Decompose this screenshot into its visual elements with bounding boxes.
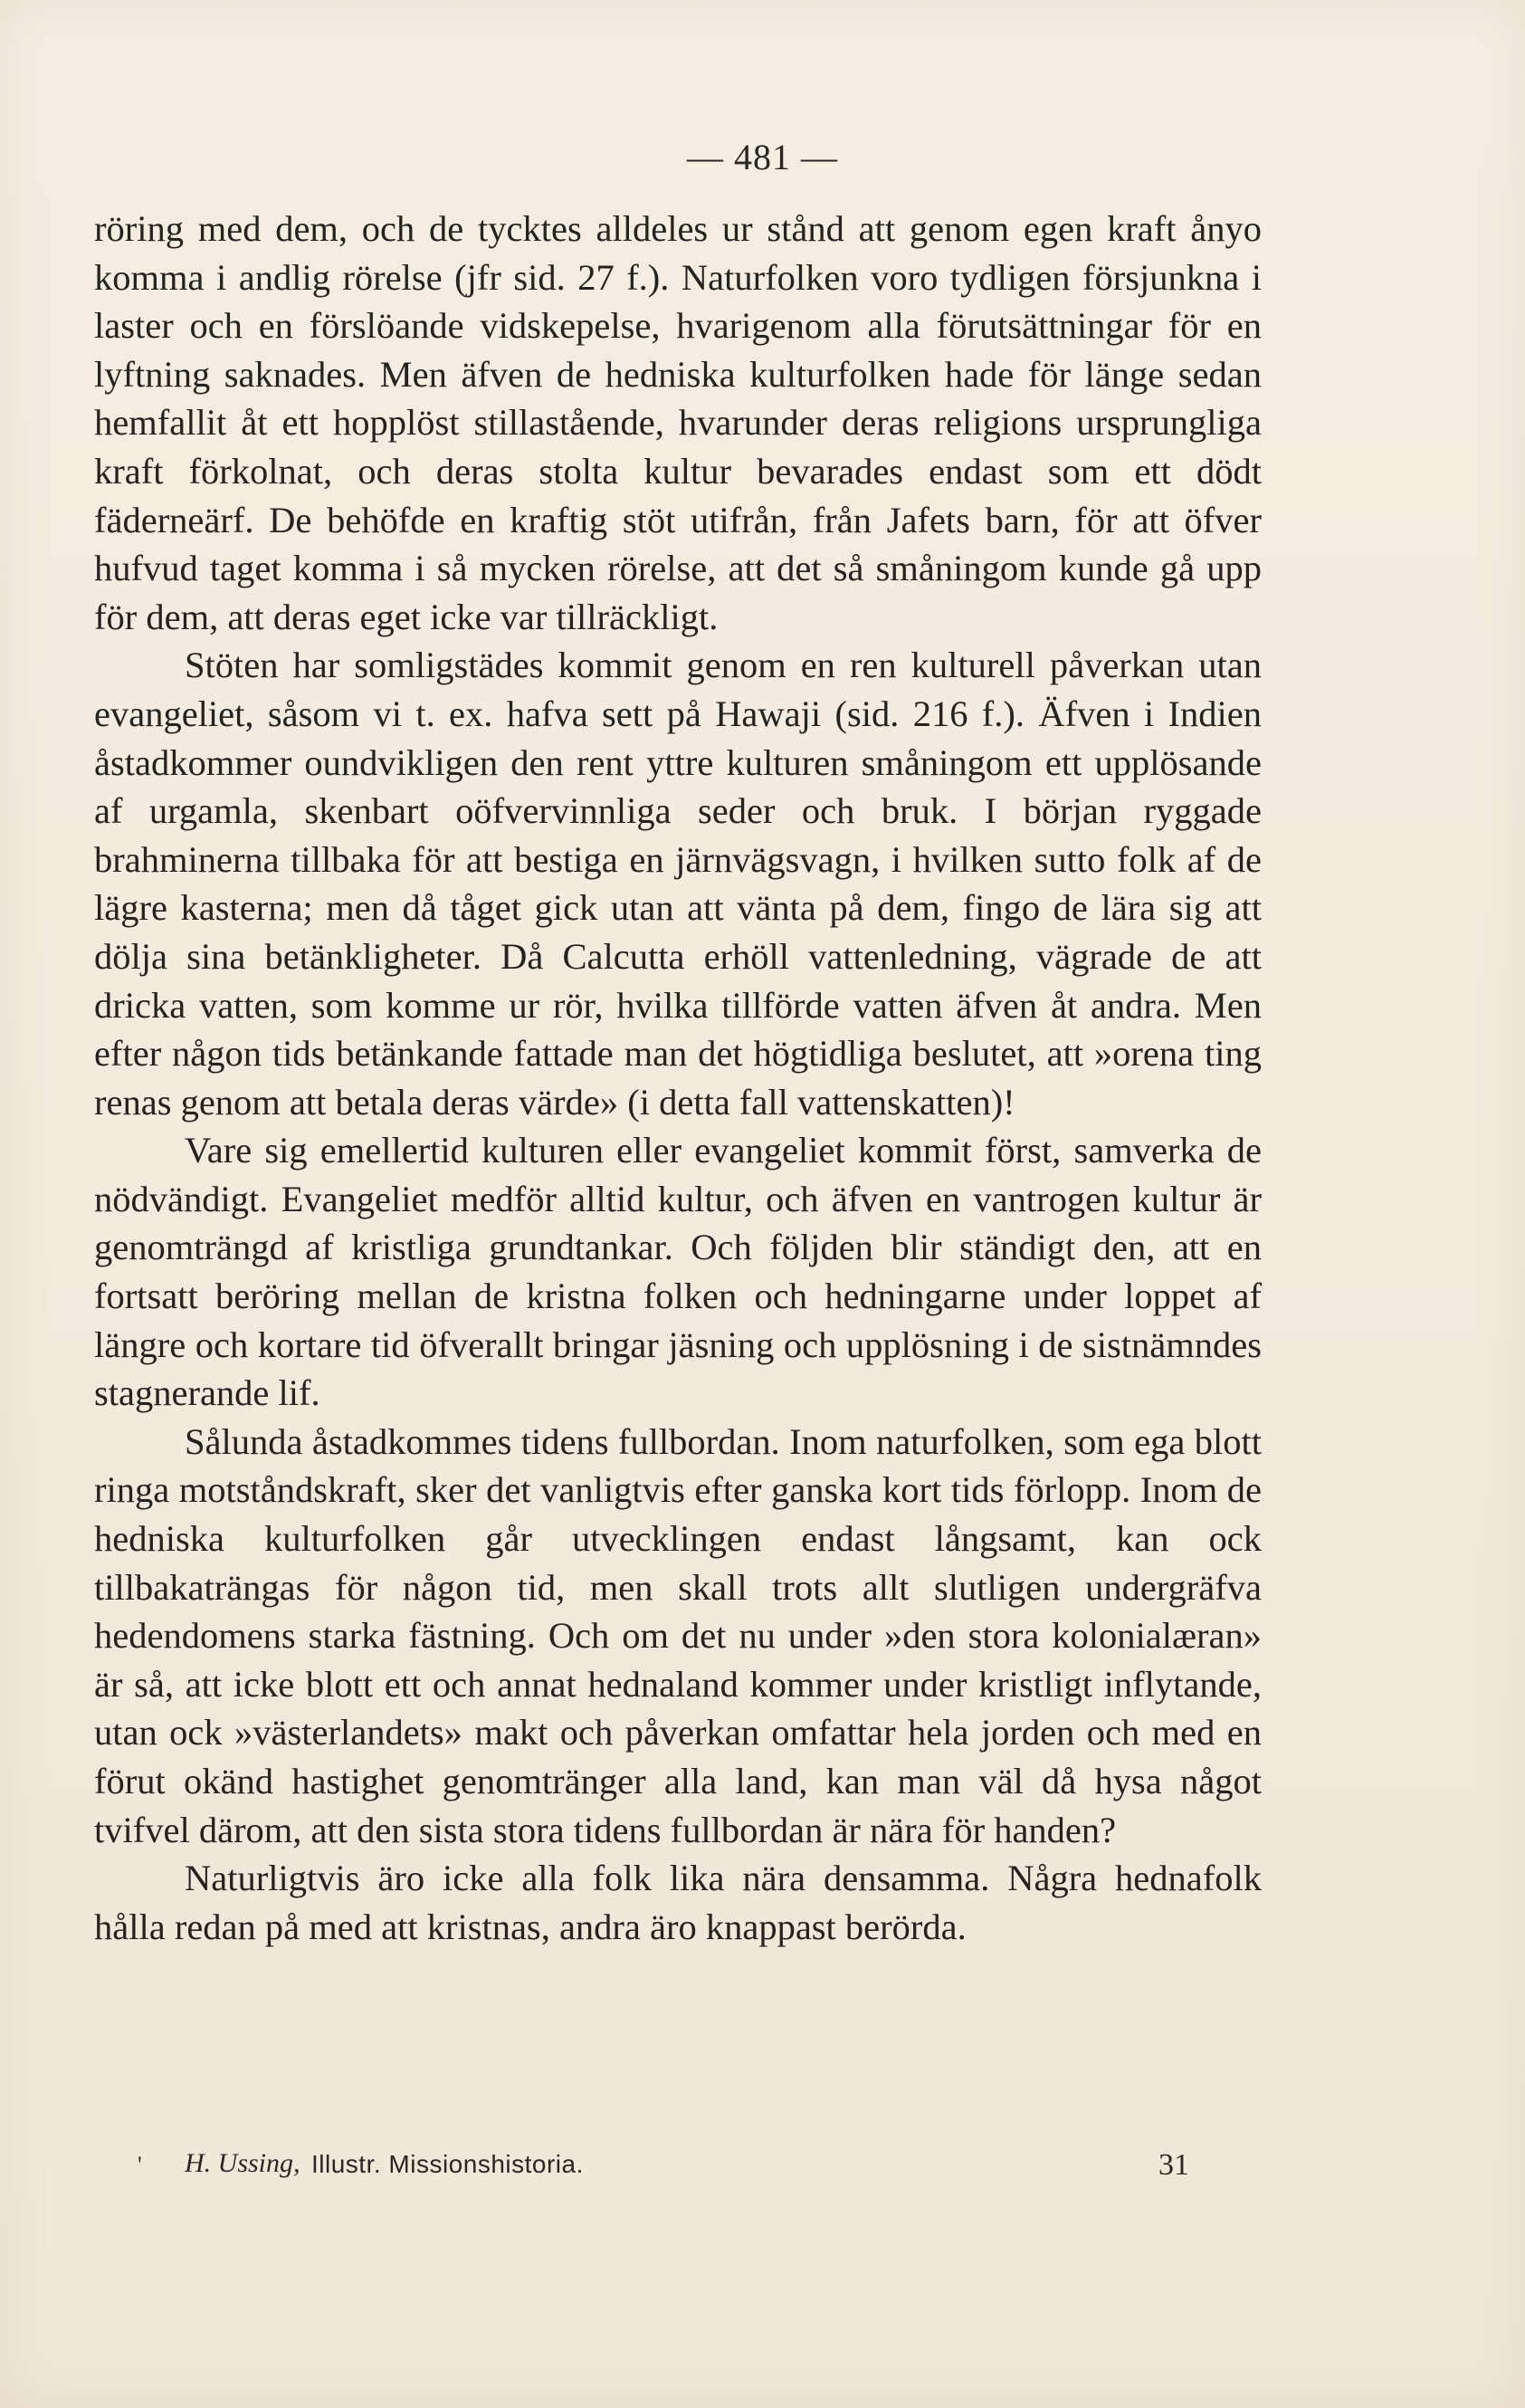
paragraph-2: Stöten har somligstädes kommit genom en ren kulturell påverkan utan evangeliet, såsom vi t. ex. hafva sett på Hawaji (sid. 216 f.). Äfven i Indien åstadkommer oundvikligen den rent yttre kulturen småningom ett upplösande af urgamla, skenbart oöfvervinnliga seder och bruk. I början ryggade brahminerna tillbaka för att bestiga en järnvägsvagn, i hvilken sutto folk af de lägre kasterna; men då tåget gick utan att vänta på dem, fingo de lära sig att dölja sina betänkligheter. Då Calcutta erhöll vattenledning, vägrade de att dricka vatten, som komme ur rör, hvilka tillförde vatten äfven åt andra. Men efter någon tids betänkande fattade man det högtidliga beslutet, att »orena ting renas genom att betala deras värde» (i detta fall vattenskatten)! <box>94 645 1262 1123</box>
body-text <box>94 205 1262 1951</box>
footer-author: H. Ussing, <box>185 2148 300 2178</box>
paragraph-4: Sålunda åstadkommes tidens fullbordan. Inom naturfolken, som ega blott ringa motståndskraft, sker det vanligtvis efter ganska kort tids förlopp. Inom de hedniska kulturfolken går utvecklingen endast långsamt, kan ock tillbakaträngas för någon tid, men skall trots allt slutligen undergräfva hedendomens starka fästning. Och om det nu under »den stora kolonialæran» är så, att icke blott ett och annat hednaland kommer under kristligt inflytande, utan ock »västerlandets» makt och påverkan omfattar hela jorden och med en förut okänd hastighet genomtränger alla land, kan man väl då hysa något tvifvel därom, att den sista stora tidens fullbordan är nära för handen? <box>94 1420 1262 1850</box>
footer-mark: ' <box>138 2152 142 2178</box>
paragraph-3: Vare sig emellertid kulturen eller evangeliet kommit först, samverka de nödvändigt. Evangeliet medför alltid kultur, och äfven en vantrogen kultur är genomträngd af kristliga grundtankar. Och följden blir ständigt den, att en fortsatt beröring mellan de kristna folken och hedningarne under loppet af längre och kortare tid öfverallt bringar jäsning och upplösning i de sistnämndes stagnerande lif. <box>94 1130 1262 1414</box>
footer-signature-number: 31 <box>1158 2148 1189 2182</box>
footer-book-title: Illustr. Missionshistoria. <box>311 2150 584 2178</box>
paragraph-5: Naturligtvis äro icke alla folk lika nära densamma. Några hednafolk hålla redan på med att kristnas, andra äro knappast berörda. <box>94 1858 1262 1947</box>
paragraph-1: röring med dem, och de tycktes alldeles ur stånd att genom egen kraft ånyo komma i andlig rörelse (jfr sid. 27 f.). Naturfolken voro tydligen försjunkna i laster och en förslöande vidskepelse, hvarigenom alla förutsättningar för en lyftning saknades. Men äfven de hedniska kulturfolken hade för länge sedan hemfallit åt ett hopplöst stillastående, hvarunder deras religions ursprungliga kraft förkolnat, och deras stolta kultur bevarades endast som ett dödt fäderneärf. De behöfde en kraftig stöt utifrån, från Jafets barn, för att öfver hufvud taget komma i så mycken rörelse, att det så småningom kunde gå upp för dem, att deras eget icke var tillräckligt. <box>94 208 1262 637</box>
page-number: — 481 — <box>687 137 838 177</box>
page-footer <box>94 2148 1262 2188</box>
